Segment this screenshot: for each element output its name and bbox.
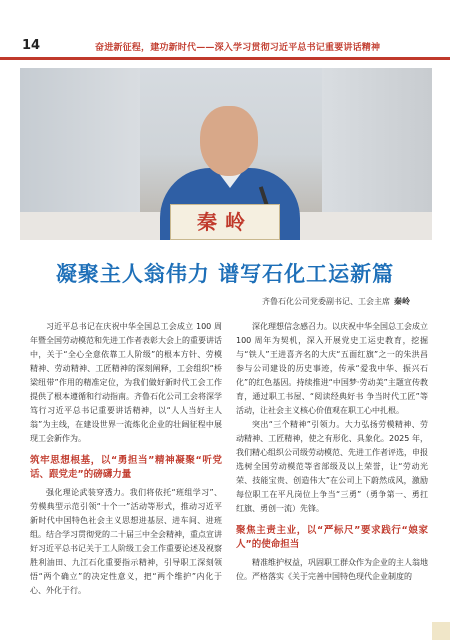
page-header — [0, 0, 450, 58]
byline — [262, 296, 410, 307]
byline-name: 秦岭 — [394, 297, 410, 306]
paragraph: 精准维护权益，巩固职工群众作为企业的主人翁地位。严格落实《关于完善中国特色现代企业制度的 — [236, 558, 428, 581]
byline-role: 齐鲁石化公司党委副书记、工会主席 — [262, 297, 390, 306]
paragraph: 习近平总书记在庆祝中华全国总工会成立 100 周年暨全国劳动模范和先进工作者表彰大会上的重要讲话中，关于“全心全意依靠工人阶级”的根本方针、劳模精神、劳动精神、工匠精神的深刻阐释，工会组织“桥梁纽带”作用的精准定位，为我们做好新时代工会工作提供了根本遵循和行动指南。齐鲁石化公司工会将深学笃行习近平总书记重要讲话精神，以“人人当好主人翁”为主线，在建设世界一流炼化企业的壮阔征程中展现工会新作为。 — [30, 322, 222, 443]
header-title: 奋进新征程，建功新时代——深入学习贯彻习近平总书记重要讲话精神 — [95, 43, 381, 53]
text-column-left — [30, 320, 222, 598]
header-divider — [0, 57, 450, 60]
page-corner-decoration — [432, 622, 450, 640]
nameplate-text: 秦岭 — [197, 210, 253, 234]
paragraph: 强化理论武装穿透力。我们将依托“班组学习”、劳模典型示范引领“十个一”活动等形式，推动习近平新时代中国特色社会主义思想进基层、进车间、进班组。结合学习贯彻党的二十届三中全会精神，重点宣讲好习近平总书记关于工人阶级工会工作重要论述及视察胜利油田、九江石化重要指示精神，引导职工深刻领悟“两个确立”的决定性意义，把“两个维护”内化于心、外化于行。 — [30, 488, 222, 595]
page-number: 14 — [22, 38, 41, 53]
nameplate — [170, 204, 280, 240]
text-column-right — [236, 320, 428, 584]
paragraph: 深化理想信念感召力。以庆祝中华全国总工会成立 100 周年为契机，深入开展党史工运史教育，挖掘与“铁人”王进喜齐名的大庆“五面红旗”之一的朱洪昌参与公司建设的历史事迹，传承“爱我中华、振兴石化”的红色基因。持续推进“中国梦·劳动美”主题宣传教育，通过职工书屋、“阅读经典好书 争当时代工匠”等活动，让社会主义核心价值观在职工心中扎根。 — [236, 322, 428, 415]
author-photo — [20, 68, 432, 240]
article-title: 凝聚主人翁伟力 谱写石化工运新篇 — [55, 262, 395, 286]
section-heading: 聚焦主责主业，以“严标尺”要求践行“娘家人”的使命担当 — [236, 525, 428, 550]
photo-person-head — [200, 106, 258, 176]
paragraph: 突出“三个精神”引领力。大力弘扬劳模精神、劳动精神、工匠精神，使之有形化、具象化。2025 年，我们精心组织公司级劳动模范、先进工作者评选，申报选树全国劳动模范等省部级及以上荣誉，让“劳动光荣、技能宝贵、创造伟大”在公司上下蔚然成风，激励每位职工在平凡岗位上争当“三勇”（勇争第一、勇扛红旗、勇创一流）先锋。 — [236, 420, 428, 513]
section-heading: 筑牢思想根基，以“勇担当”精神凝聚“听党话、跟党走”的磅礴力量 — [30, 455, 222, 480]
